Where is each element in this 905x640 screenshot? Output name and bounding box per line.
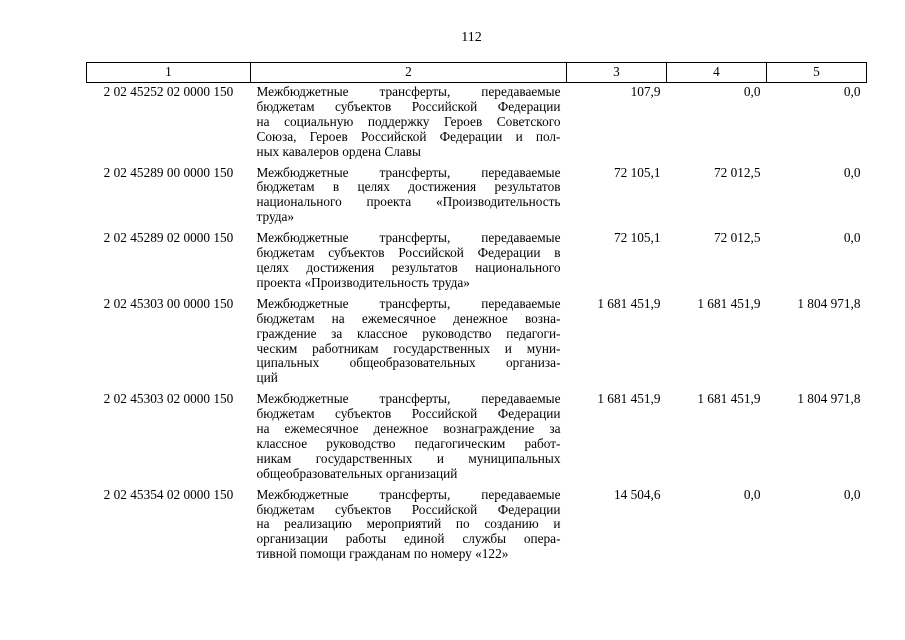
row-value-3: 1 681 451,9: [597, 295, 661, 311]
table-row: [87, 83, 867, 164]
row-description: [251, 486, 567, 567]
row-value-5: 1 804 971,8: [797, 295, 861, 311]
description-line: Межбюджетные трансферты, передаваемые: [256, 486, 561, 502]
column-header-4: 4: [667, 63, 767, 83]
row-value-5: 0,0: [843, 84, 861, 99]
row-description: [251, 295, 567, 390]
row-value-5: 0,0: [843, 230, 861, 246]
row-value-4: 0,0: [743, 84, 761, 99]
description-line: бюджетам в целях достижения результатов: [256, 179, 561, 195]
description-line: Союза, Героев Российской Федерации и пол-: [256, 128, 561, 144]
table-header-row: [87, 63, 867, 83]
column-header-3: 3: [567, 63, 667, 83]
page-number: 112: [461, 30, 482, 45]
description-line: проекта «Производительность труда»: [256, 274, 470, 290]
description-line: Межбюджетные трансферты, передаваемые: [256, 295, 561, 311]
description-line: тивной помощи гражданам по номеру «122»: [256, 546, 509, 562]
table-row: [87, 390, 867, 485]
description-line: труда»: [256, 209, 295, 225]
description-line: Межбюджетные трансферты, передаваемые: [256, 84, 561, 99]
row-code: 2 02 45354 02 0000 150: [103, 486, 234, 502]
description-line: на социальную поддержку Героев Советского: [256, 113, 561, 129]
description-line: бюджетам субъектов Российской Федерации: [256, 406, 561, 422]
row-value-5: 1 804 971,8: [797, 391, 861, 407]
row-description: [251, 390, 567, 485]
description-line: никам государственных и муниципальных: [256, 450, 561, 466]
table-row: [87, 229, 867, 295]
description-line: классное руководство педагогическим работ-: [256, 435, 561, 451]
description-line: целях достижения результатов национального: [256, 259, 561, 275]
description-line: ных кавалеров ордена Славы: [256, 143, 421, 159]
column-header-2: 2: [251, 63, 567, 83]
table-row: [87, 486, 867, 567]
table-body: [87, 83, 867, 567]
row-description: [251, 164, 567, 230]
table-row: [87, 164, 867, 230]
row-code: 2 02 45289 02 0000 150: [103, 230, 234, 246]
description-line: Межбюджетные трансферты, передаваемые: [256, 230, 561, 246]
description-line: Межбюджетные трансферты, передаваемые: [256, 164, 561, 180]
row-value-4: 1 681 451,9: [697, 391, 761, 407]
description-line: бюджетам субъектов Российской Федерации: [256, 98, 561, 114]
description-line: национального проекта «Производительность: [256, 194, 561, 210]
row-value-4: 1 681 451,9: [697, 295, 761, 311]
column-header-5: 5: [767, 63, 867, 83]
description-line: организации работы единой службы опера-: [256, 531, 561, 547]
row-code: 2 02 45289 00 0000 150: [103, 164, 234, 180]
table-row: [87, 295, 867, 390]
row-value-3: 72 105,1: [613, 164, 661, 180]
row-value-4: 72 012,5: [713, 164, 761, 180]
row-value-3: 14 504,6: [613, 486, 661, 502]
row-description: [251, 83, 567, 164]
row-value-4: 72 012,5: [713, 230, 761, 246]
row-value-5: 0,0: [843, 486, 861, 502]
row-value-3: 72 105,1: [613, 230, 661, 246]
description-line: ческим работникам государственных и муни-: [256, 340, 561, 356]
description-line: Межбюджетные трансферты, передаваемые: [256, 391, 561, 407]
row-value-4: 0,0: [743, 486, 761, 502]
description-line: на реализацию мероприятий по созданию и: [256, 516, 561, 532]
row-code: 2 02 45303 00 0000 150: [103, 295, 234, 311]
column-header-1: 1: [87, 63, 251, 83]
description-line: граждение за классное руководство педагоги-: [256, 325, 561, 341]
budget-table: [86, 62, 867, 566]
description-line: бюджетам на ежемесячное денежное возна-: [256, 310, 561, 326]
description-line: бюджетам субъектов Российской Федерации: [256, 501, 561, 517]
description-line: ций: [256, 370, 278, 386]
row-value-3: 1 681 451,9: [597, 391, 661, 407]
row-description: [251, 229, 567, 295]
row-value-3: 107,9: [630, 84, 661, 99]
description-line: общеобразовательных организаций: [256, 465, 458, 481]
description-line: ципальных общеобразовательных организа-: [256, 355, 561, 371]
row-code: 2 02 45252 02 0000 150: [103, 84, 234, 99]
row-value-5: 0,0: [843, 164, 861, 180]
description-line: на ежемесячное денежное вознаграждение за: [256, 421, 561, 437]
row-code: 2 02 45303 02 0000 150: [103, 391, 234, 407]
description-line: бюджетам субъектов Российской Федерации в: [256, 245, 561, 261]
